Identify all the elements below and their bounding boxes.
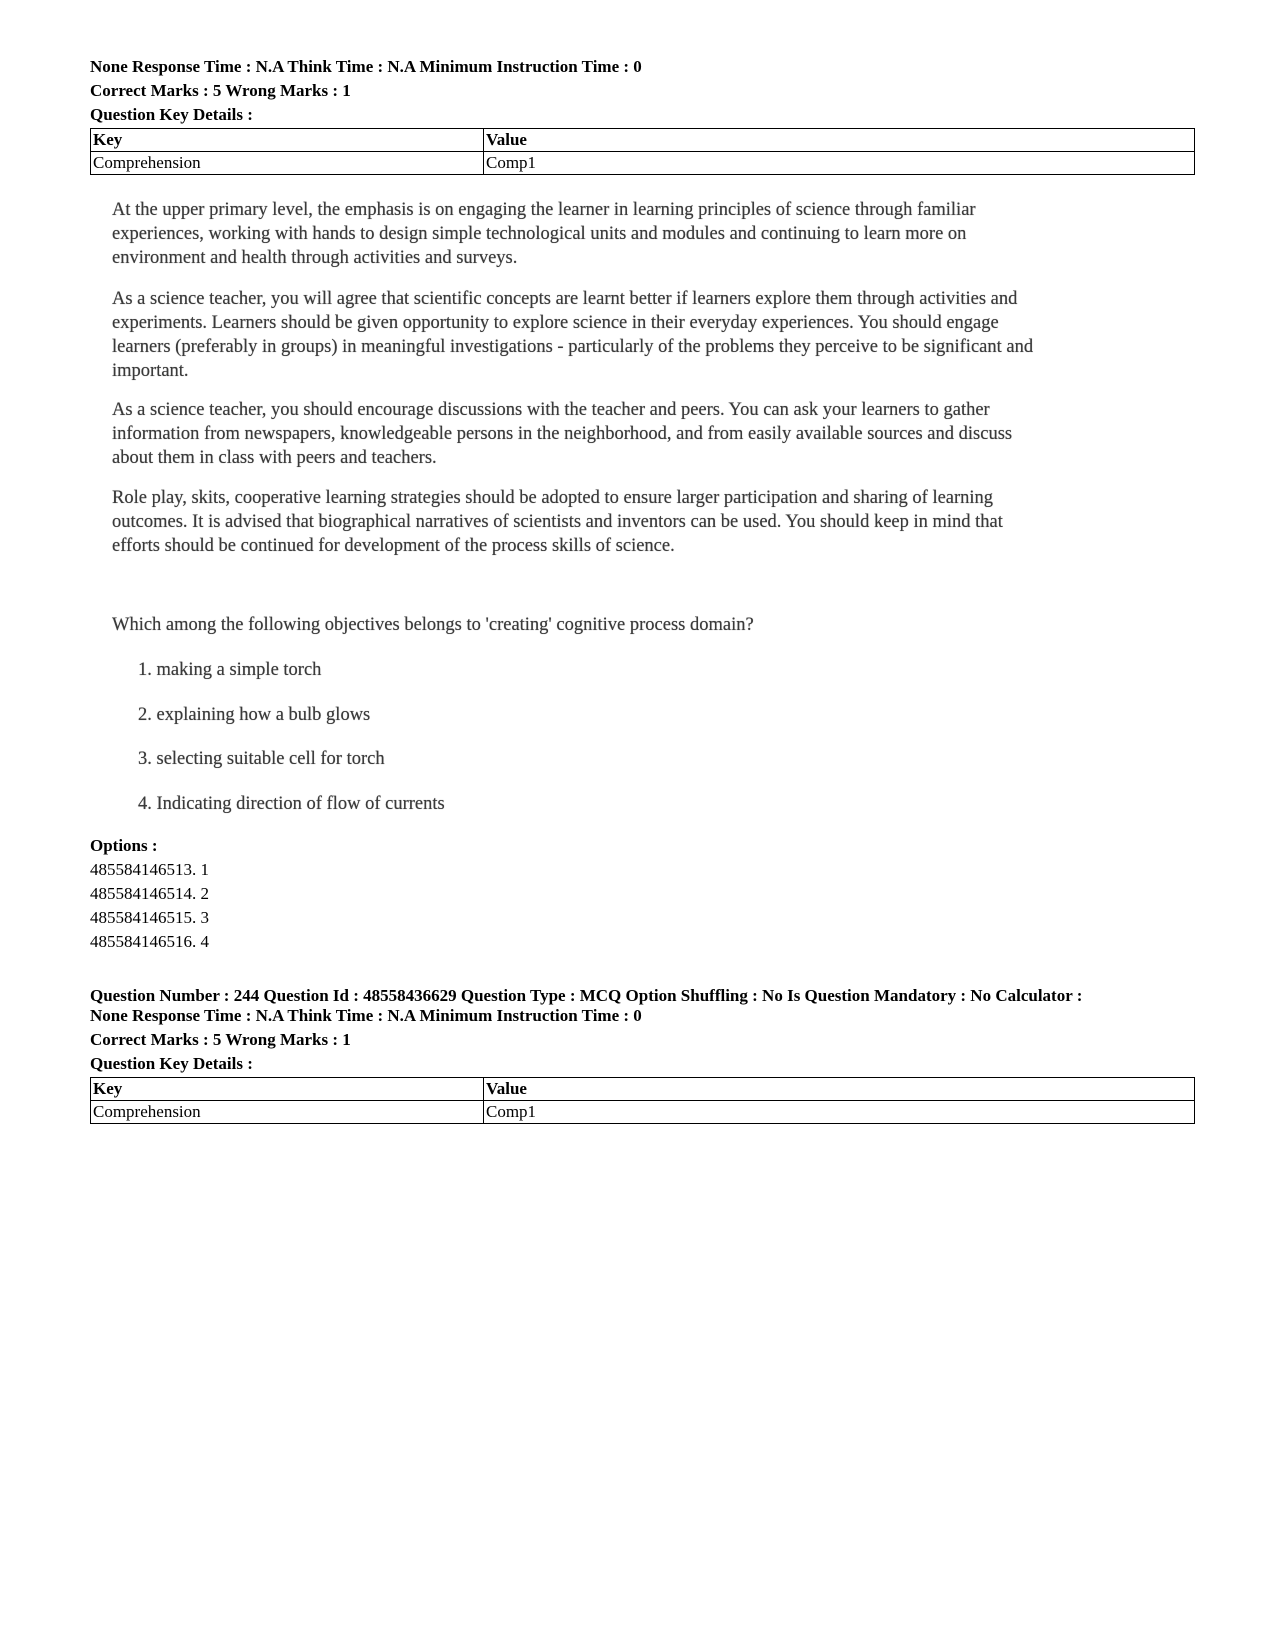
- option-4: 485584146516. 4: [90, 932, 209, 951]
- option-1: 485584146513. 1: [90, 860, 209, 879]
- table-row: [91, 152, 1195, 175]
- passage-paragraph-2: As a science teacher, you will agree that scientific concepts are learnt better if learners explore them through activities and experiments. Learners should be given opportunity to explore science in their everyday experiences. You should engage learners (preferably in groups) in meaningful investigations - particularly of the problems they perceive to be significant and important.: [112, 289, 1034, 381]
- choice-2: 2. explaining how a bulb glows: [138, 705, 371, 725]
- passage-paragraph-4: Role play, skits, cooperative learning strategies should be adopted to ensure larger participation and sharing of learning outcomes. It is advised that biographical narratives of scientists and inventors can be used. You should keep in mind that efforts should be continued for development of the process skills of science.: [112, 488, 1003, 556]
- q2-key-details-label: Question Key Details :: [90, 1054, 253, 1073]
- q2-key-table: [90, 1077, 1195, 1124]
- q1-value-cell: Comp1: [484, 152, 1195, 175]
- choice-1: 1. making a simple torch: [138, 660, 322, 680]
- choice-3: 3. selecting suitable cell for torch: [138, 749, 385, 769]
- options-label: Options :: [90, 836, 158, 855]
- table-row: [91, 1101, 1195, 1124]
- q1-key-cell: Comprehension: [91, 152, 484, 175]
- q2-value-header: Value: [484, 1078, 1195, 1101]
- choice-4: 4. Indicating direction of flow of currents: [138, 794, 445, 814]
- question-text: Which among the following objectives belongs to 'creating' cognitive process domain?: [112, 615, 754, 635]
- passage-paragraph-1: At the upper primary level, the emphasis is on engaging the learner in learning principles of science through familiar experiences, working with hands to design simple technological units and modules and continuing to learn more on environment and health through activities and surveys.: [112, 200, 976, 268]
- q1-value-header: Value: [484, 129, 1195, 152]
- q1-key-table-header: [91, 129, 1195, 152]
- q1-key-table: [90, 128, 1195, 175]
- q2-header-line: Question Number : 244 Question Id : 48558436629 Question Type : MCQ Option Shuffling : No Is Question Mandatory : No Calculator :: [90, 986, 1083, 1005]
- q2-marks-line: Correct Marks : 5 Wrong Marks : 1: [90, 1030, 351, 1049]
- option-3: 485584146515. 3: [90, 908, 209, 927]
- q2-times-line: None Response Time : N.A Think Time : N.A Minimum Instruction Time : 0: [90, 1006, 642, 1025]
- q1-key-details-label: Question Key Details :: [90, 105, 253, 124]
- q1-key-header: Key: [91, 129, 484, 152]
- q2-key-cell: Comprehension: [91, 1101, 484, 1124]
- q2-value-cell: Comp1: [484, 1101, 1195, 1124]
- q1-marks-line: Correct Marks : 5 Wrong Marks : 1: [90, 81, 351, 100]
- option-2: 485584146514. 2: [90, 884, 209, 903]
- q2-key-table-header: [91, 1078, 1195, 1101]
- q2-key-header: Key: [91, 1078, 484, 1101]
- q1-times-line: None Response Time : N.A Think Time : N.A Minimum Instruction Time : 0: [90, 57, 642, 76]
- passage-paragraph-3: As a science teacher, you should encourage discussions with the teacher and peers. You can ask your learners to gather information from newspapers, knowledgeable persons in the neighborhood, and from easily available sources and discuss about them in class with peers and teachers.: [112, 400, 1013, 468]
